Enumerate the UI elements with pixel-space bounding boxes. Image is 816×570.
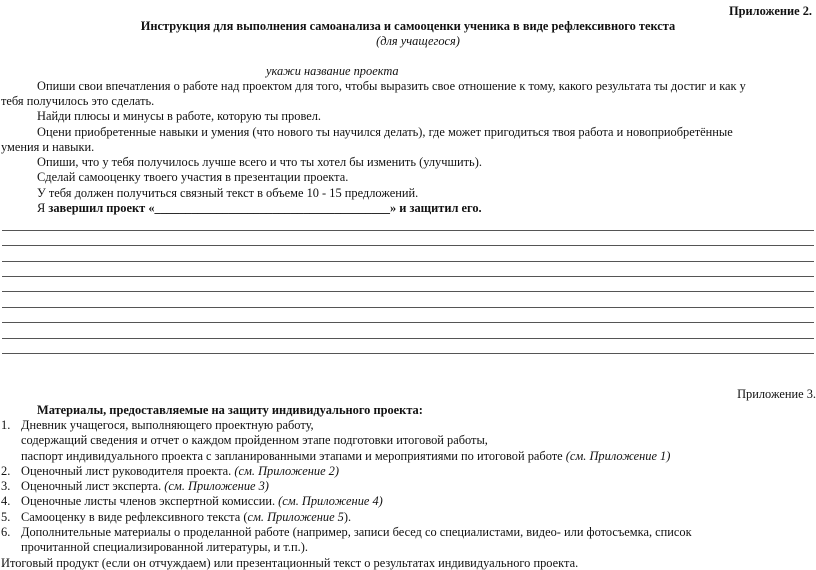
instruction-para1: Опиши свои впечатления о работе над проектом для того, чтобы выразить свое отношение к тому, какого результата ты достиг и как у [37,79,746,93]
list-text [21,449,670,463]
list-text: содержащий сведения и отчет о каждом пройденном этапе подготовки итоговой работы, [21,433,488,448]
list-text [21,510,351,524]
list-item [0,464,816,479]
instruction-para2: Найди плюсы и минусы в работе, которую ты провел. [37,109,322,123]
instruction-para1-cont: тебя получилось это сделать. [1,94,155,108]
instruction-para5: Сделай самооценку твоего участия в презентации проекта. [37,170,349,184]
list-item [0,494,816,509]
writing-line[interactable] [2,276,814,277]
instruction-para4: Опиши, что у тебя получилось лучше всего и что ты хотел бы изменить (улучшить). [37,155,482,169]
list-text-main: Самооценку в виде рефлексивного текста ( [21,509,248,524]
statement-start: Я [37,201,46,215]
list-item [0,433,816,448]
statement-line [37,201,482,215]
instruction-para3-cont: умения и навыки. [1,140,95,154]
instruction-para6: У тебя должен получиться связный текст в объеме 10 - 15 предложений. [37,186,419,200]
list-text-tail: ). [343,509,352,524]
project-name-hint: укажи название проекта [266,64,399,78]
appendix2-subtitle: (для учащегося) [376,34,460,48]
list-number: 4. [1,494,11,509]
list-text-main: паспорт индивидуального проекта с запланированными этапами и мероприятиями по итоговой работе [21,448,563,463]
writing-line[interactable] [2,322,814,323]
instruction-para3: Оцени приобретенные навыки и умения (что нового ты научился делать), где может пригодиться твоя работа и новоприобретённые [37,125,733,139]
list-number: 1. [1,418,11,432]
writing-line[interactable] [2,230,814,231]
list-item [0,510,816,525]
list-item [0,525,816,540]
list-text: прочитанной специализированной литературы, и т.п.). [21,540,308,555]
list-number: 2. [1,463,11,478]
list-item [0,540,816,555]
list-item [0,479,816,494]
project-name-blank[interactable]: ______________________________________ [154,201,390,215]
appendix3-label: Приложение 3. [737,387,816,401]
list-number: 5. [1,509,11,524]
list-text-main: Оценочные листы членов экспертной комиссии. [21,494,276,509]
writing-line[interactable] [2,338,814,339]
writing-line[interactable] [2,245,814,246]
writing-line[interactable] [2,291,814,292]
appendix-reference: (см. Приложение 4) [278,494,383,509]
appendix-reference: см. Приложение 5 [247,509,344,524]
appendix-reference: (см. Приложение 3) [164,479,269,494]
materials-list [0,418,816,556]
writing-line[interactable] [2,261,814,262]
appendix2-title: Инструкция для выполнения самоанализа и самооценки ученика в виде рефлексивного текста [140,19,676,33]
list-text-main: Оценочный лист руководителя проекта. [21,463,232,478]
writing-line[interactable] [2,353,814,354]
list-text: Дневник учащегося, выполняющего проектную работу, [21,418,314,432]
appendix-reference: (см. Приложение 2) [234,463,340,478]
statement-end: » и защитил его. [389,201,482,215]
list-text-main: Оценочный лист эксперта. [21,479,162,494]
statement-bold: завершил проект « [48,201,155,215]
writing-line[interactable] [2,307,814,308]
list-number: 3. [1,479,11,494]
list-number: 6. [1,525,11,540]
list-text [21,494,383,508]
appendix2-label: Приложение 2. [729,4,812,18]
list-item [0,449,816,464]
list-text [21,464,339,478]
list-item [0,418,816,433]
appendix3-title: Материалы, предоставляемые на защиту индивидуального проекта: [37,403,423,417]
list-text: Дополнительные материалы о проделанной работе (например, записи бесед со специалистами, видео- или фотосъемка, список [21,525,692,540]
final-product-note: Итоговый продукт (если он отчуждаем) или презентационный текст о результатах индивидуального проекта. [1,556,579,570]
appendix-reference: (см. Приложение 1) [565,448,671,463]
list-text [21,479,269,493]
